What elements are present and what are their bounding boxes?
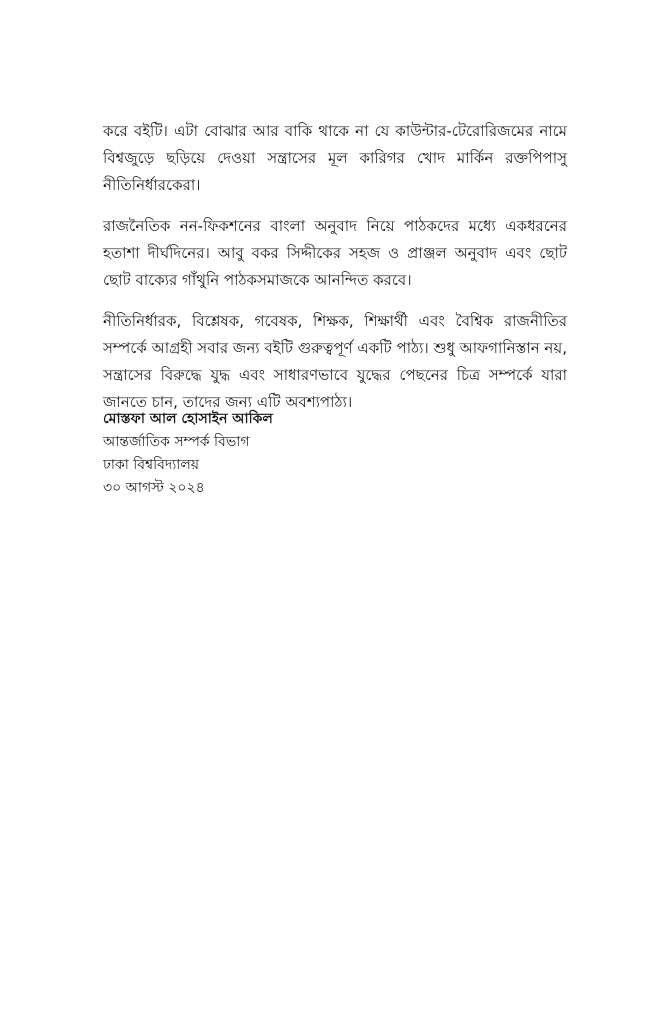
signature-block bbox=[103, 408, 563, 500]
paragraph-2: রাজনৈতিক নন-ফিকশনের বাংলা অনুবাদ নিয়ে পাঠকদের মধ্যে একধরনের হতাশা দীর্ঘদিনের। আবু বকর সিদ্দীকের সহজ ও প্রাঞ্জল অনুবাদ এবং ছোট ছোট বাক্যের গাঁথুনি পাঠকসমাজকে আনন্দিত করবে। bbox=[103, 217, 567, 289]
paragraph-3: নীতিনির্ধারক, বিশ্লেষক, গবেষক, শিক্ষক, শিক্ষার্থী এবং বৈশ্বিক রাজনীতির সম্পর্কে আগ্রহী সবার জন্য বইটি গুরুত্বপূর্ণ একটি পাঠ্য। শুধু আফগানিস্তান নয়, সন্ত্রাসের বিরুদ্ধে যুদ্ধ এবং সাধারণভাবে যুদ্ধের পেছনের চিত্র সম্পর্কে যারা জানতে চান, তাদের জন্য এটি অবশ্যপাঠ্য। bbox=[103, 312, 567, 411]
signature-date: ৩০ আগস্ট ২০২৪ bbox=[103, 480, 205, 496]
author-department: আন্তর্জাতিক সম্পর্ক বিভাগ bbox=[103, 434, 250, 450]
body-text bbox=[103, 118, 567, 430]
author-name: মোস্তফা আল হোসাইন আকিল bbox=[103, 411, 273, 427]
paragraph-1: করে বইটি। এটা বোঝার আর বাকি থাকে না যে কাউন্টার-টেরোরিজমের নামে বিশ্বজুড়ে ছড়িয়ে দেওয়া সন্ত্রাসের মূল কারিগর খোদ মার্কিন রক্তপিপাসু নীতিনির্ধারকেরা। bbox=[103, 122, 567, 194]
author-university: ঢাকা বিশ্ববিদ্যালয় bbox=[103, 457, 200, 473]
